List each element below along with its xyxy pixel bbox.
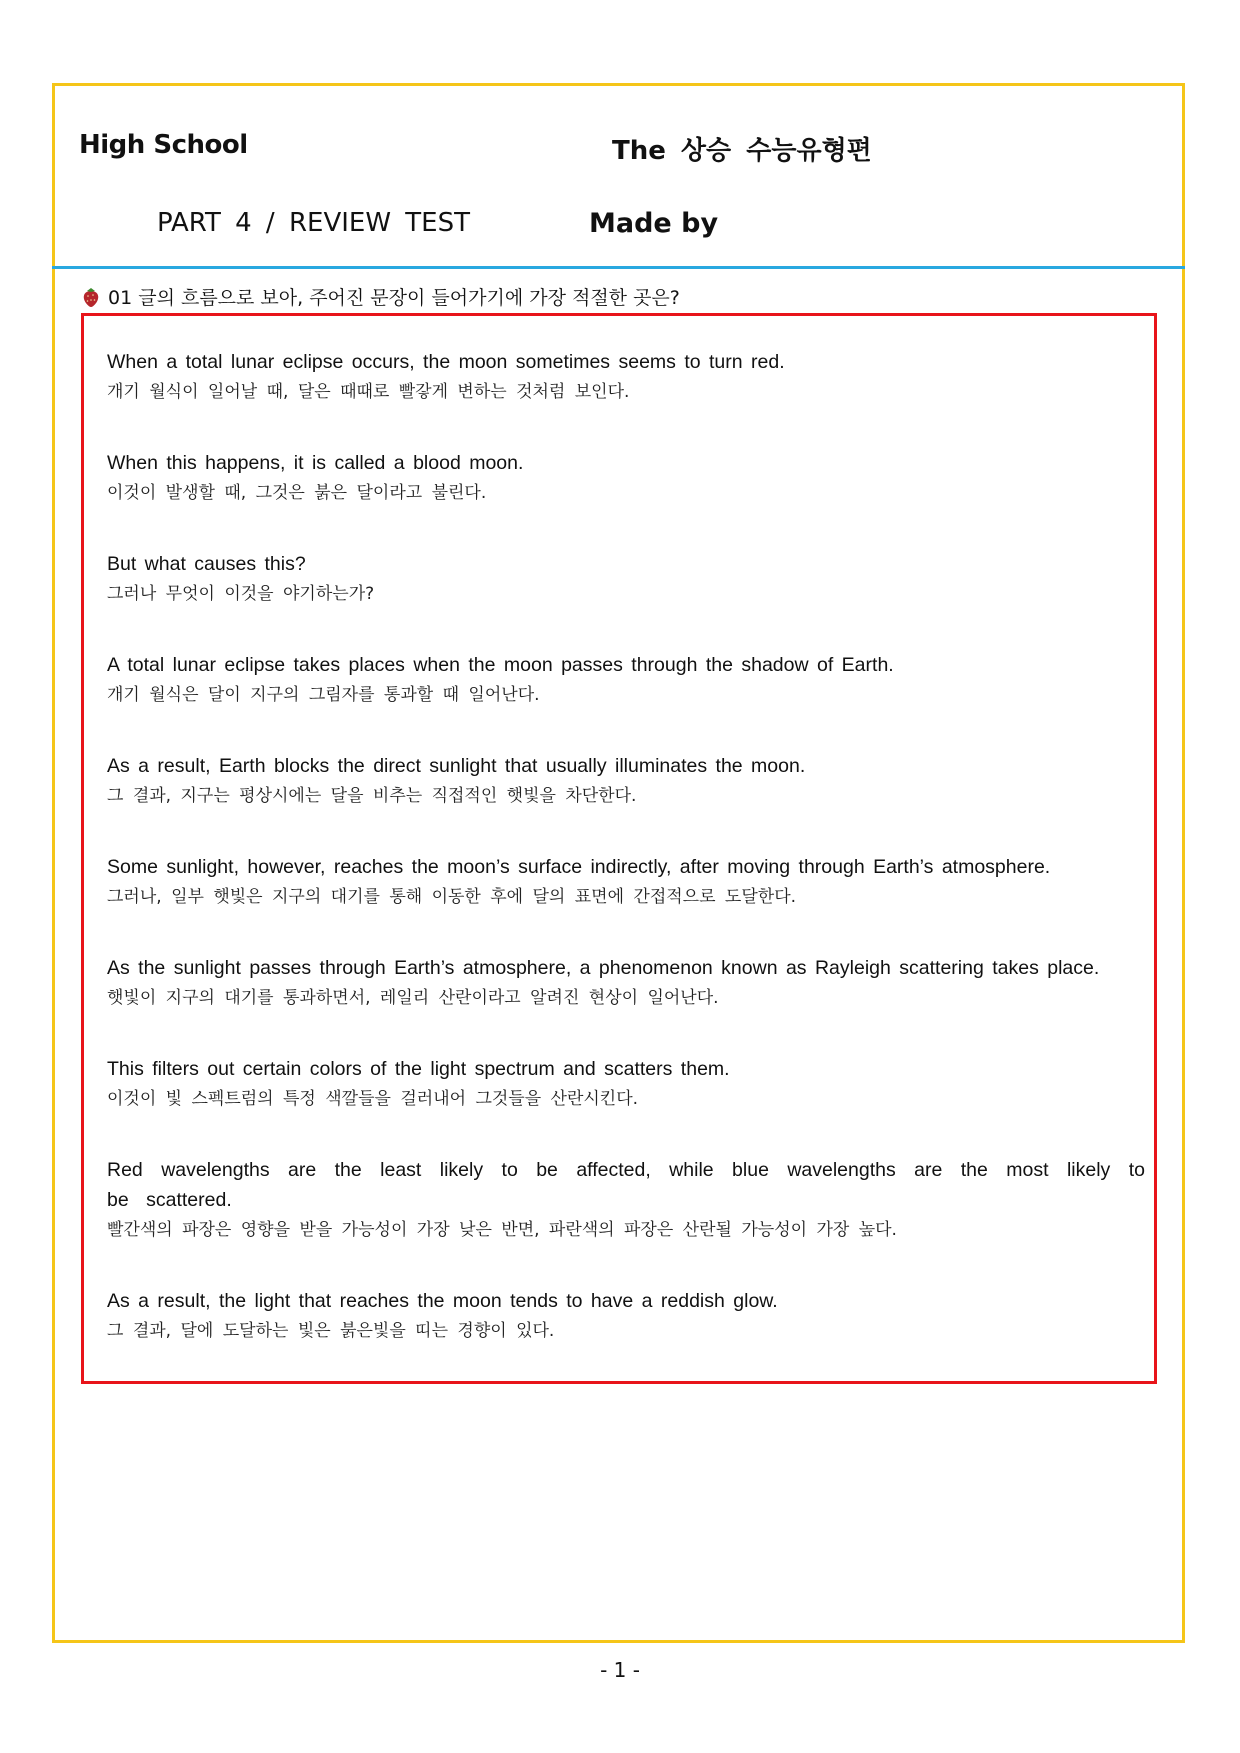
author-label: Made by bbox=[589, 208, 719, 239]
passage-sentence bbox=[92, 953, 1145, 1013]
english-sentence: As the sunlight passes through Earth’s atmosphere, a phenomenon known as Rayleigh scattering takes place. bbox=[107, 957, 1100, 979]
korean-translation: 그러나 무엇이 이것을 야기하는가? bbox=[107, 584, 375, 604]
passage-sentence bbox=[92, 852, 1145, 912]
korean-translation: 햇빛이 지구의 대기를 통과하면서, 레일리 산란이라고 알려진 현상이 일어난다. bbox=[107, 988, 719, 1008]
question-text: 01 글의 흐름으로 보아, 주어진 문장이 들어가기에 가장 적절한 곳은? bbox=[108, 287, 680, 309]
english-sentence: A total lunar eclipse takes places when the moon passes through the shadow of Earth. bbox=[107, 654, 894, 676]
passage-sentence bbox=[92, 347, 1145, 407]
page-number: - 1 - bbox=[600, 1658, 640, 1682]
english-sentence: When a total lunar eclipse occurs, the moon sometimes seems to turn red. bbox=[107, 351, 785, 373]
english-sentence: But what causes this? bbox=[107, 553, 306, 575]
english-sentence: As a result, Earth blocks the direct sunlight that usually illuminates the moon. bbox=[107, 755, 806, 777]
korean-translation: 빨간색의 파장은 영향을 받을 가능성이 가장 낮은 반면, 파란색의 파장은 산란될 가능성이 가장 높다. bbox=[107, 1220, 897, 1240]
passage-sentence bbox=[92, 650, 1145, 710]
passage-sentence bbox=[92, 549, 1145, 609]
korean-translation: 그 결과, 지구는 평상시에는 달을 비추는 직접적인 햇빛을 차단한다. bbox=[107, 786, 637, 806]
korean-translation: 이것이 발생할 때, 그것은 붉은 달이라고 불린다. bbox=[107, 483, 487, 503]
korean-translation: 이것이 빛 스펙트럼의 특정 색깔들을 걸러내어 그것들을 산란시킨다. bbox=[107, 1089, 639, 1109]
korean-translation: 개기 월식이 일어날 때, 달은 때때로 빨갛게 변하는 것처럼 보인다. bbox=[107, 382, 630, 402]
english-sentence: Red wavelengths are the least likely to be affected, while blue wavelengths are the most likely to be scattered. bbox=[107, 1159, 1145, 1211]
passage-sentence bbox=[92, 448, 1145, 508]
english-sentence: Some sunlight, however, reaches the moon’s surface indirectly, after moving through Earth’s atmosphere. bbox=[107, 856, 1051, 878]
part-title: PART 4 / REVIEW TEST bbox=[157, 208, 470, 238]
korean-translation: 그러나, 일부 햇빛은 지구의 대기를 통해 이동한 후에 달의 표면에 간접적으로 도달한다. bbox=[107, 887, 797, 907]
english-sentence: As a result, the light that reaches the moon tends to have a reddish glow. bbox=[107, 1290, 778, 1312]
passage-sentence bbox=[92, 1286, 1145, 1346]
question-prompt bbox=[82, 283, 680, 310]
korean-translation: 개기 월식은 달이 지구의 그림자를 통과할 때 일어난다. bbox=[107, 685, 540, 705]
book-title: The 상승 수능유형편 bbox=[612, 136, 872, 166]
english-sentence: This filters out certain colors of the light spectrum and scatters them. bbox=[107, 1058, 730, 1080]
passage-sentence bbox=[92, 1155, 1145, 1245]
strawberry-icon bbox=[82, 286, 100, 308]
header-divider bbox=[52, 266, 1185, 269]
school-level-label: High School bbox=[79, 130, 248, 160]
passage-sentence bbox=[92, 751, 1145, 811]
english-sentence: When this happens, it is called a blood moon. bbox=[107, 452, 524, 474]
passage-sentence bbox=[92, 1054, 1145, 1114]
korean-translation: 그 결과, 달에 도달하는 빛은 붉은빛을 띠는 경향이 있다. bbox=[107, 1321, 555, 1341]
